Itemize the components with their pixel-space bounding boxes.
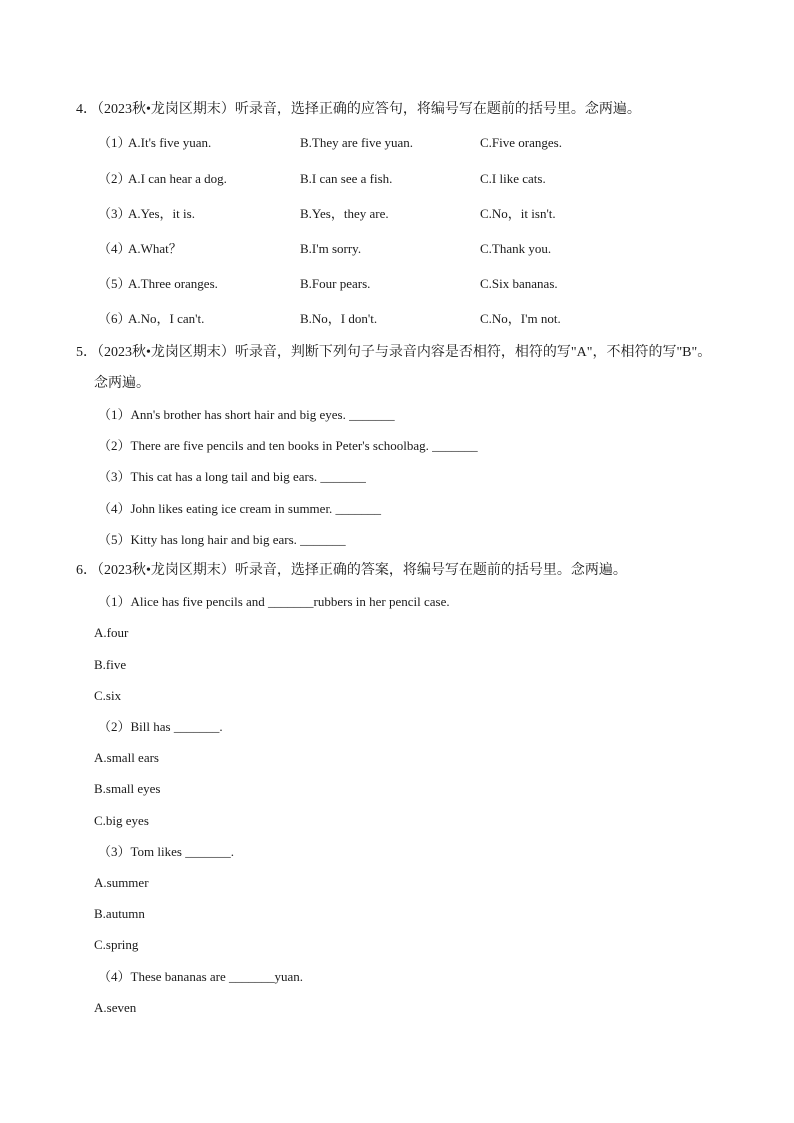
question-5-title-continued: 念两遍。	[94, 376, 150, 391]
item-number: （2）	[98, 171, 131, 186]
option-b: B.I'm sorry.	[300, 241, 362, 256]
question-6-option: B.five	[94, 657, 127, 672]
option-c: C.Six bananas.	[480, 276, 558, 291]
option-a: A.Yes，it is.	[128, 206, 195, 221]
option-b: B.No，I don't.	[300, 311, 378, 326]
item-number: （3）	[98, 206, 131, 221]
option-c: C.Five oranges.	[480, 135, 562, 150]
question-5-item-4: （4）John likes eating ice cream in summer. _______	[98, 501, 382, 516]
question-6-option: C.spring	[94, 937, 139, 952]
option-b: B.They are five yuan.	[300, 135, 413, 150]
item-number: （5）	[98, 276, 131, 291]
question-5-item-2: （2）There are five pencils and ten books in Peter's schoolbag. _______	[98, 438, 478, 453]
question-5-item-1: （1）Ann's brother has short hair and big eyes. _______	[98, 407, 395, 422]
option-c: C.No，I'm not.	[480, 311, 561, 326]
option-a: A.It's five yuan.	[128, 135, 212, 150]
question-4-title: 4．（2023秋•龙岗区期末）听录音，选择正确的应答句，将编号写在题前的括号里。念两遍。	[76, 102, 641, 117]
question-6-stem-1: （1）Alice has five pencils and _______rubbers in her pencil case.	[98, 594, 450, 609]
option-b: B.Yes，they are.	[300, 206, 389, 221]
question-6-title: 6．（2023秋•龙岗区期末）听录音，选择正确的答案，将编号写在题前的括号里。念两遍。	[76, 563, 627, 578]
question-5-item-5: （5）Kitty has long hair and big ears. _______	[98, 532, 346, 547]
question-5-title: 5．（2023秋•龙岗区期末）听录音，判断下列句子与录音内容是否相符，相符的写"A"，不相符的写"B"。	[76, 345, 712, 360]
item-number: （1）	[98, 135, 131, 150]
option-a: A.What？	[128, 241, 182, 256]
option-c: C.I like cats.	[480, 171, 546, 186]
option-a: A.I can hear a dog.	[128, 171, 227, 186]
question-6-stem-4: （4）These bananas are _______yuan.	[98, 969, 304, 984]
question-6-option: A.small ears	[94, 750, 159, 765]
option-c: C.No，it isn't.	[480, 206, 556, 221]
item-number: （4）	[98, 241, 131, 256]
question-6-option: A.four	[94, 625, 129, 640]
question-6-option: B.small eyes	[94, 781, 161, 796]
question-6-option: B.autumn	[94, 906, 145, 921]
item-number: （6）	[98, 311, 131, 326]
question-6-option: A.summer	[94, 875, 149, 890]
option-a: A.No，I can't.	[128, 311, 205, 326]
option-c: C.Thank you.	[480, 241, 552, 256]
question-6-stem-3: （3）Tom likes _______.	[98, 844, 234, 859]
question-6-option: C.six	[94, 688, 122, 703]
question-5-item-3: （3）This cat has a long tail and big ears. _______	[98, 469, 366, 484]
question-6-stem-2: （2）Bill has _______.	[98, 719, 223, 734]
question-6-option: A.seven	[94, 1000, 137, 1015]
option-a: A.Three oranges.	[128, 276, 218, 291]
question-6-option: C.big eyes	[94, 813, 149, 828]
option-b: B.I can see a fish.	[300, 171, 393, 186]
option-b: B.Four pears.	[300, 276, 371, 291]
